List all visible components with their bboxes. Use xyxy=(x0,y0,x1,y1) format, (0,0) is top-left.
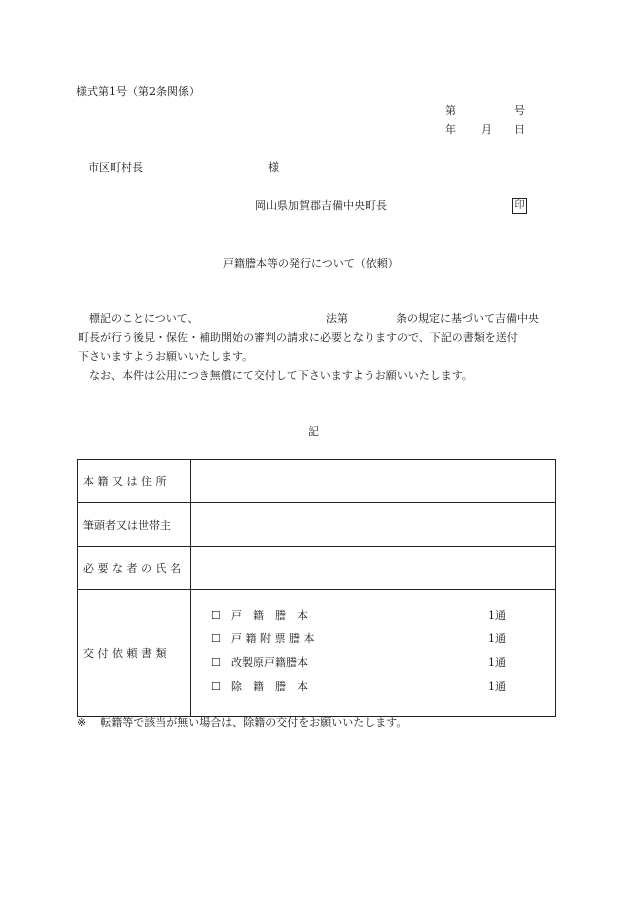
required-person-label: 必 要 な 者 の 氏 名 xyxy=(78,547,191,590)
required-person-value[interactable] xyxy=(191,547,556,590)
doc-name-koseki-tohon: 戸 籍 謄 本 xyxy=(231,609,308,622)
footnote-text: 転籍等で該当が無い場合は、除籍の交付をお願いいたします。 xyxy=(100,716,408,729)
doc-count-kaiseigen-tohon: 1通 xyxy=(488,656,506,669)
sender-name: 岡山県加賀郡吉備中央町長 xyxy=(255,199,387,212)
body-line-1 xyxy=(78,309,556,328)
hittousha-value[interactable] xyxy=(191,503,556,547)
checkbox-kaiseigen-tohon[interactable]: ☐ xyxy=(211,656,221,669)
requested-documents-label: 交 付 依 頼 書 類 xyxy=(78,590,191,717)
subject-title: 戸籍謄本等の発行について（依頼） xyxy=(223,257,399,270)
body-line-1-a: 標記のことについて、 xyxy=(89,312,199,325)
body-line-2: 町長が行う後見・保佐・補助開始の審判の請求に必要となりますので、下記の書類を送付 xyxy=(78,331,518,344)
recipient-honorific: 様 xyxy=(268,161,279,174)
table-row xyxy=(78,503,556,547)
date-month: 月 xyxy=(481,123,492,136)
seal-mark xyxy=(512,198,527,214)
form-number: 様式第1号（第2条関係） xyxy=(76,85,200,98)
doc-name-fuhyo-tohon: 戸 籍 附 票 謄 本 xyxy=(231,632,315,645)
ki-heading: 記 xyxy=(308,425,319,438)
doc-name-kaiseigen-tohon: 改製原戸籍謄本 xyxy=(231,656,308,669)
doc-name-joseki-tohon: 除 籍 謄 本 xyxy=(231,680,308,693)
recipient-title: 市区町村長 xyxy=(88,161,143,174)
honseki-value[interactable] xyxy=(191,460,556,503)
request-table xyxy=(77,459,556,717)
body-line-1-b: 法第 xyxy=(326,312,348,325)
seal-box: 印 xyxy=(512,198,527,214)
requested-documents-cell xyxy=(191,590,556,717)
list-item xyxy=(211,678,506,694)
checkbox-fuhyo-tohon[interactable]: ☐ xyxy=(211,632,221,645)
table-row xyxy=(78,547,556,590)
document-list xyxy=(191,590,555,716)
date-day: 日 xyxy=(514,123,525,136)
doc-count-joseki-tohon: 1通 xyxy=(488,680,506,693)
body-line-4 xyxy=(78,366,556,385)
checkbox-koseki-tohon[interactable]: ☐ xyxy=(211,609,221,622)
body-line-1-c: 条の規定に基づいて吉備中央 xyxy=(396,312,539,325)
checkbox-joseki-tohon[interactable]: ☐ xyxy=(211,680,221,693)
table-row xyxy=(78,590,556,717)
body-line-4-text: なお、本件は公用につき無償にて交付して下さいますようお願いいたします。 xyxy=(89,369,473,382)
doc-count-fuhyo-tohon: 1通 xyxy=(488,632,506,645)
table-row xyxy=(78,460,556,503)
list-item xyxy=(211,654,506,670)
list-item xyxy=(211,630,506,646)
footnote xyxy=(77,716,407,730)
body-line-3: 下さいますようお願いいたします。 xyxy=(78,350,254,363)
footnote-mark: ※ xyxy=(77,716,87,729)
body-paragraph xyxy=(78,309,556,385)
date-year: 年 xyxy=(445,123,456,136)
honseki-label: 本 籍 又 は 住 所 xyxy=(78,460,191,503)
list-item xyxy=(211,607,506,623)
hittousha-label: 筆頭者又は世帯主 xyxy=(78,503,191,547)
document-number-suffix: 号 xyxy=(514,104,525,117)
document-number-prefix: 第 xyxy=(445,104,456,117)
doc-count-koseki-tohon: 1通 xyxy=(488,609,506,622)
